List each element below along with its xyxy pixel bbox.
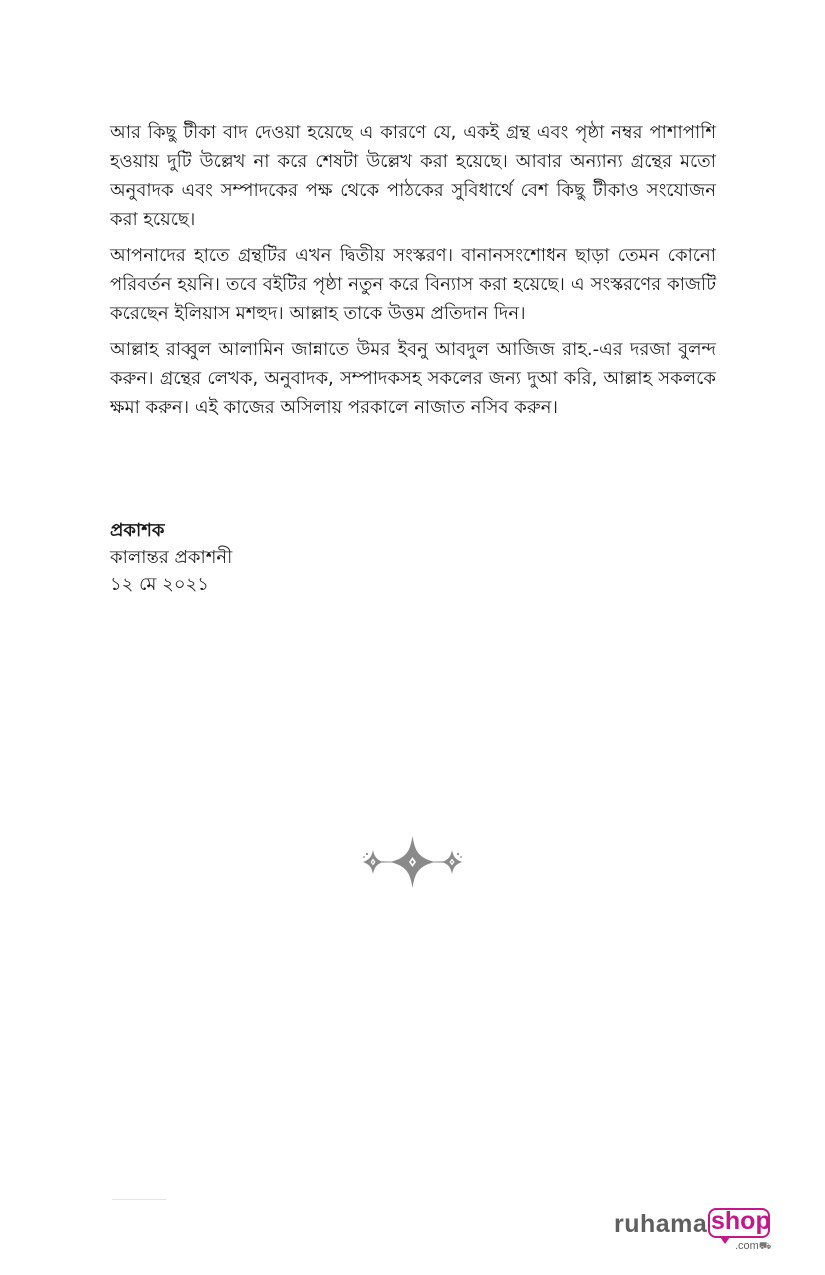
ruhamashop-watermark-logo (614, 1207, 784, 1259)
publisher-block (110, 517, 232, 598)
publisher-label: প্রকাশক (110, 520, 165, 541)
logo-text-com (735, 1240, 771, 1254)
footnote-divider (112, 1199, 166, 1200)
paragraph-3: আল্লাহ রাব্বুল আলামিন জান্নাতে উমর ইবনু আবদুল আজিজ রাহ.-এর দরজা বুলন্দ করুন। গ্রন্থের লেখক, অনুবাদক, সম্পাদকসহ সকলের জন্য দুআ করি, আল্লাহ সকলকে ক্ষমা করুন। এই কাজের অসিলায় পরকালে নাজাত নসিব করুন। (110, 339, 716, 418)
body-text (110, 118, 716, 429)
logo-domain: .com (735, 1240, 759, 1252)
logo-text-ruhama: ruhama (614, 1210, 708, 1238)
paragraph-2: আপনাদের হাতে গ্রন্থটির এখন দ্বিতীয় সংস্করণ। বানানসংশোধন ছাড়া তেমন কোনো পরিবর্তন হয়নি। তবে বইটির পৃষ্ঠা নতুন করে বিন্যাস করা হয়েছে। এ সংস্করণের কাজটি করেছেন ইলিয়াস মশহুদ। আল্লাহ তাকে উত্তম প্রতিদান দিন। (110, 245, 716, 324)
shopping-cart-icon: ⛟ (758, 1241, 772, 1252)
paragraph-1: আর কিছু টীকা বাদ দেওয়া হয়েছে এ কারণে যে, একই গ্রন্থ এবং পৃষ্ঠা নম্বর পাশাপাশি হওয়ায় দুটি উল্লেখ না করে শেষটা উল্লেখ করা হয়েছে। আবার অন্যান্য গ্রন্থের মতো অনুবাদক এবং সম্পাদকের পক্ষ থেকে পাঠকের সুবিধার্থে বেশ কিছু টীকাও সংযোজন করা হয়েছে। (110, 122, 716, 230)
publication-date: ১২ মে ২০২১ (110, 574, 209, 595)
four-point-star-divider-icon (355, 832, 470, 892)
logo-text-shop: shop (711, 1207, 771, 1235)
publisher-name: কালান্তর প্রকাশনী (110, 547, 233, 568)
